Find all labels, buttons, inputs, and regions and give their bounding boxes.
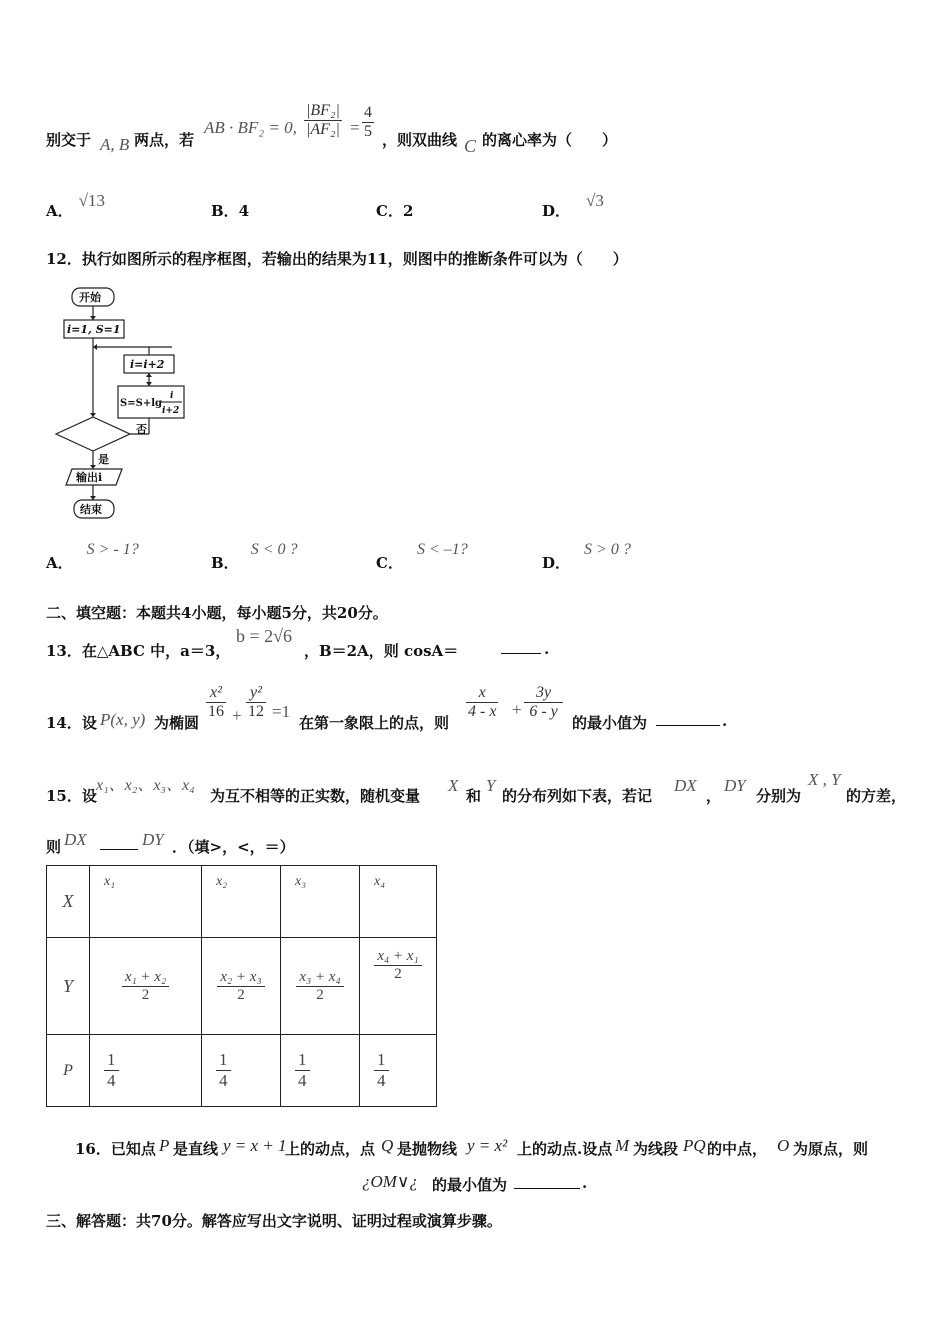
q16-expression: ¿OM∨¿ [362, 1172, 418, 1191]
table-cell: $\frac{\text{x₁ + x₂}}{2}$ [90, 938, 202, 1035]
flow-end-label: 结束 [80, 503, 102, 516]
flow-update-num: i [170, 391, 174, 401]
table-cell: $\frac{1}{4}$ [360, 1035, 437, 1107]
table-header-p: P [47, 1035, 90, 1107]
q11-ratio: $\frac{4}{5}$ [364, 104, 372, 140]
q12-option-d[interactable]: D．S > 0 ? [542, 541, 631, 572]
table-cell: $\frac{\text{x₃ + x₄}}{2}$ [281, 938, 360, 1035]
q11-option-c[interactable]: C．2 [376, 202, 414, 220]
q14-answer-blank[interactable] [656, 712, 720, 726]
q14-point: P(x, y) [100, 710, 146, 729]
table-cell: $\frac{\text{x₂ + x₃}}{2}$ [202, 938, 281, 1035]
table-cell: $\frac{1}{4}$ [202, 1035, 281, 1107]
q12-option-c[interactable]: C．S < –1? [376, 541, 468, 572]
flow-inc-label: i=i+2 [130, 358, 165, 371]
q11-option-d[interactable]: D．√3 [542, 191, 604, 220]
flow-start-label: 开始 [79, 291, 101, 304]
table-cell: x₄ [360, 866, 437, 938]
q15-answer-blank[interactable] [100, 836, 138, 850]
flow-output-label: 输出i [76, 471, 103, 484]
flow-yes-label: 是 [98, 453, 109, 466]
table-cell: $\frac{1}{4}$ [90, 1035, 202, 1107]
q15-distribution-table [46, 865, 437, 1107]
q15-vars: x₁、x₂、x₃、x₄ [96, 777, 195, 794]
table-cell: x₂ [202, 866, 281, 938]
q16-answer-blank[interactable] [514, 1174, 580, 1189]
q11-fraction: $\frac{\text{|BF₂|}}{\text{|AF₂|}}$ [306, 102, 340, 138]
q12-option-a[interactable]: A．S > - 1? [46, 541, 139, 572]
q11-condition: AB · BF₂ = 0, [204, 118, 297, 137]
q11-option-b[interactable]: B．4 [211, 202, 250, 220]
table-cell: x₁ [90, 866, 202, 938]
table-header-y: Y [47, 938, 90, 1035]
flow-update-label: S=S+lg [120, 398, 162, 409]
table-cell: $\frac{1}{4}$ [281, 1035, 360, 1107]
table-row-y [47, 938, 437, 1035]
flow-init-label: i=1, S=1 [67, 323, 121, 336]
q13-answer-blank[interactable] [501, 640, 541, 654]
q11-points: A, B [100, 135, 130, 154]
flow-update-den: i+2 [162, 406, 180, 416]
q12-title: 12．执行如图所示的程序框图，若输出的结果为11，则图中的推断条件可以为（ ） [46, 250, 628, 268]
q13-b-value: b = 2√6 [236, 626, 293, 646]
table-header-x: X [47, 866, 90, 938]
flow-no-label: 否 [136, 423, 147, 436]
section-3-heading: 三、解答题：共70分。解答应写出文字说明、证明过程或演算步骤。 [46, 1212, 502, 1230]
table-cell: x₃ [281, 866, 360, 938]
section-2-heading: 二、填空题：本题共4小题，每小题5分，共20分。 [46, 604, 388, 622]
q12-option-b[interactable]: B．S < 0 ? [211, 541, 298, 572]
table-cell: $\frac{\text{x₄ + x₁}}{2}$ [360, 938, 437, 1035]
flow-condition-diamond [56, 417, 130, 451]
q12-flowchart [46, 282, 206, 527]
table-row-p [47, 1035, 437, 1107]
q11-option-a[interactable]: A．√13 [46, 191, 105, 220]
table-row-x [47, 866, 437, 938]
